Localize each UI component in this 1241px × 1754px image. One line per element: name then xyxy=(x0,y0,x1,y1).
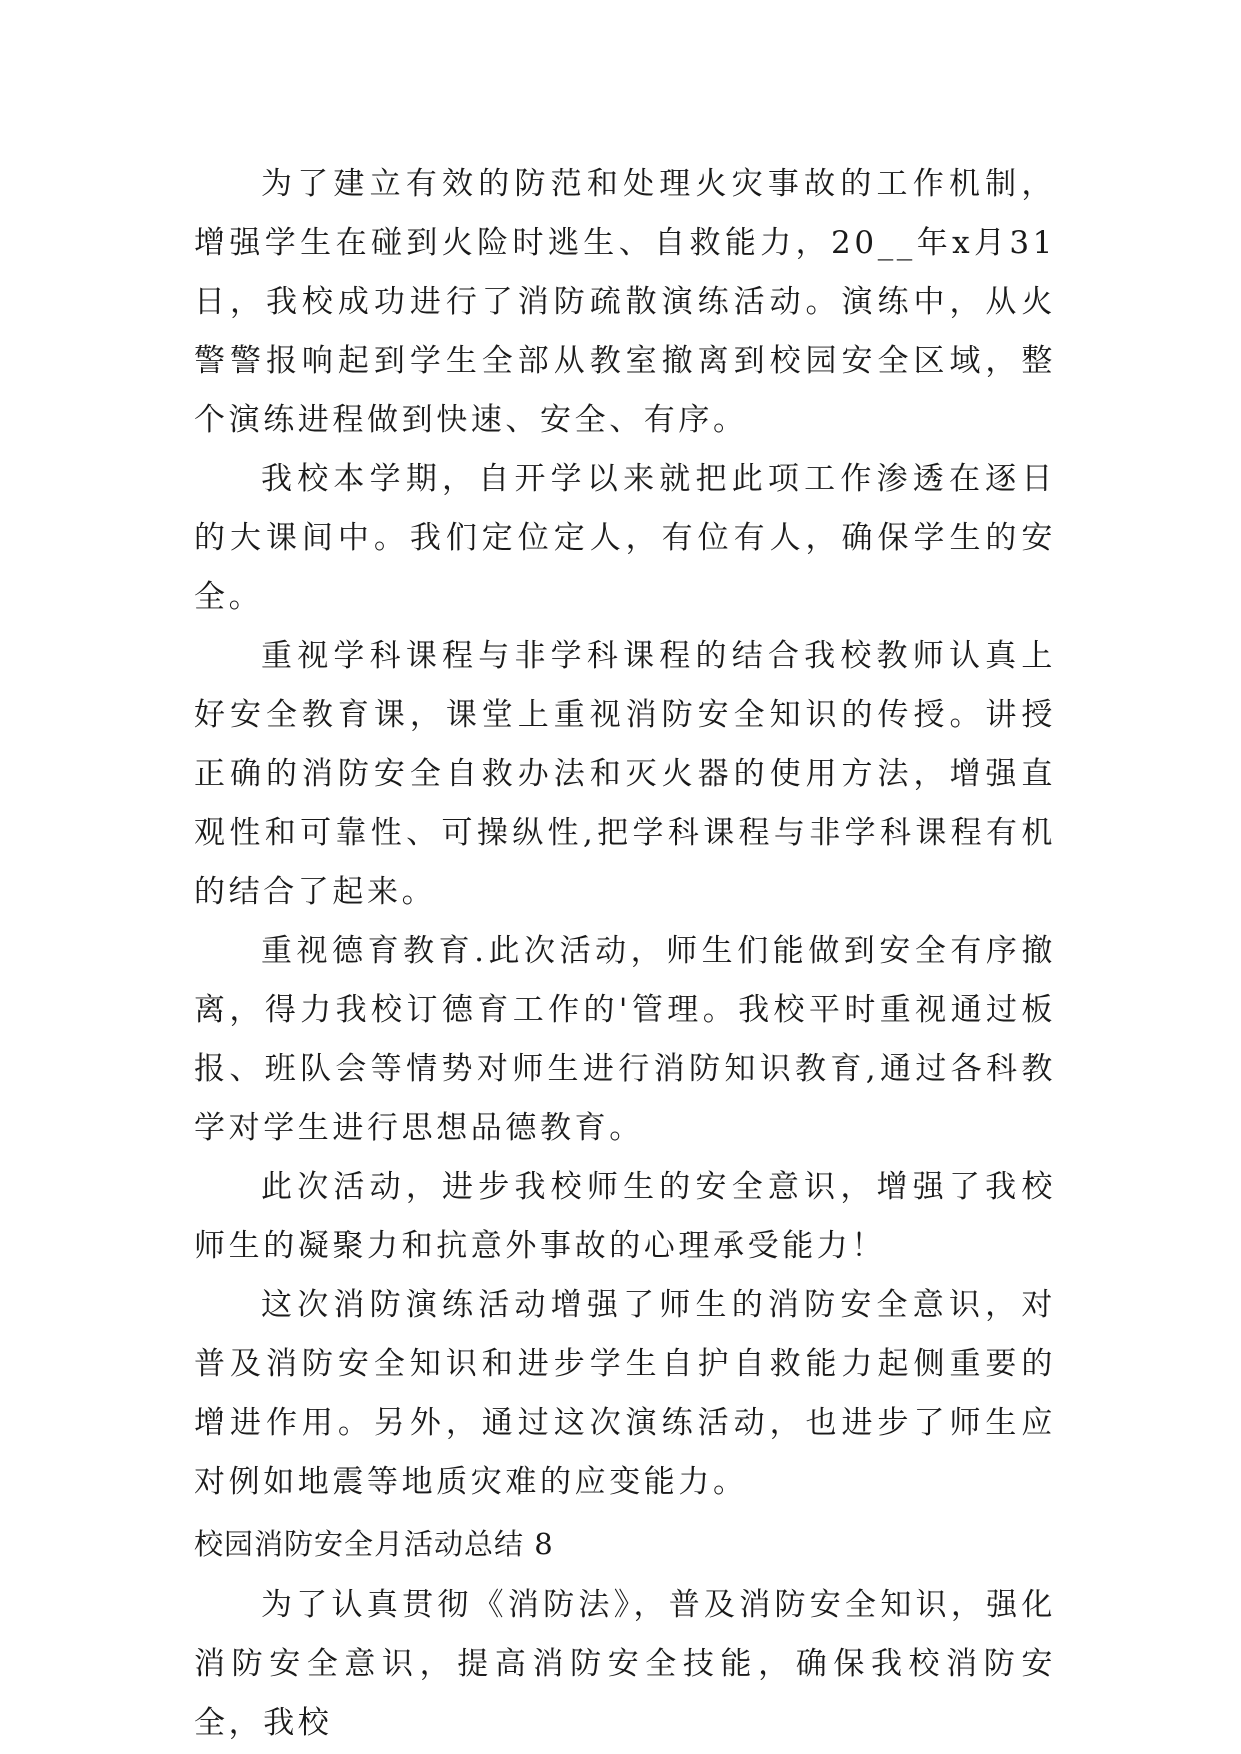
paragraph-semester-work: 我校本学期，自开学以来就把此项工作渗透在逐日的大课间中。我们定位定人，有位有人，确保学生的安全。 xyxy=(194,461,1056,615)
document-page xyxy=(194,155,1056,1753)
paragraph-fire-drill-intro: 为了建立有效的防范和处理火灾事故的工作机制，增强学生在碰到火险时逃生、自救能力，20__年x月31日，我校成功进行了消防疏散演练活动。演练中，从火警警报响起到学生全部从教室撤离到校园安全区域，整个演练进程做到快速、安全、有序。 xyxy=(194,166,1056,438)
paragraph-moral-education: 重视德育教育.此次活动，师生们能做到安全有序撤离，得力我校订德育工作的'管理。我校平时重视通过板报、班队会等情势对师生进行消防知识教育,通过各科教学对学生进行思想品德教育。 xyxy=(194,933,1056,1146)
paragraph-fire-law: 为了认真贯彻《消防法》，普及消防安全知识，强化消防安全意识，提高消防安全技能，确保我校消防安全，我校 xyxy=(194,1587,1056,1741)
paragraph-safety-awareness: 此次活动，进步我校师生的安全意识，增强了我校师生的凝聚力和抗意外事故的心理承受能力！ xyxy=(194,1169,1056,1264)
section-heading: 校园消防安全月活动总结 8 xyxy=(194,1527,554,1561)
paragraph-curriculum: 重视学科课程与非学科课程的结合我校教师认真上好安全教育课，课堂上重视消防安全知识的传授。讲授正确的消防安全自救办法和灭火器的使用方法，增强直观性和可靠性、可操纵性,把学科课程与非学科课程有机的结合了起来。 xyxy=(194,638,1056,910)
paragraph-drill-conclusion: 这次消防演练活动增强了师生的消防安全意识，对普及消防安全知识和进步学生自护自救能力起侧重要的增进作用。另外，通过这次演练活动，也进步了师生应对例如地震等地质灾难的应变能力。 xyxy=(194,1287,1056,1500)
